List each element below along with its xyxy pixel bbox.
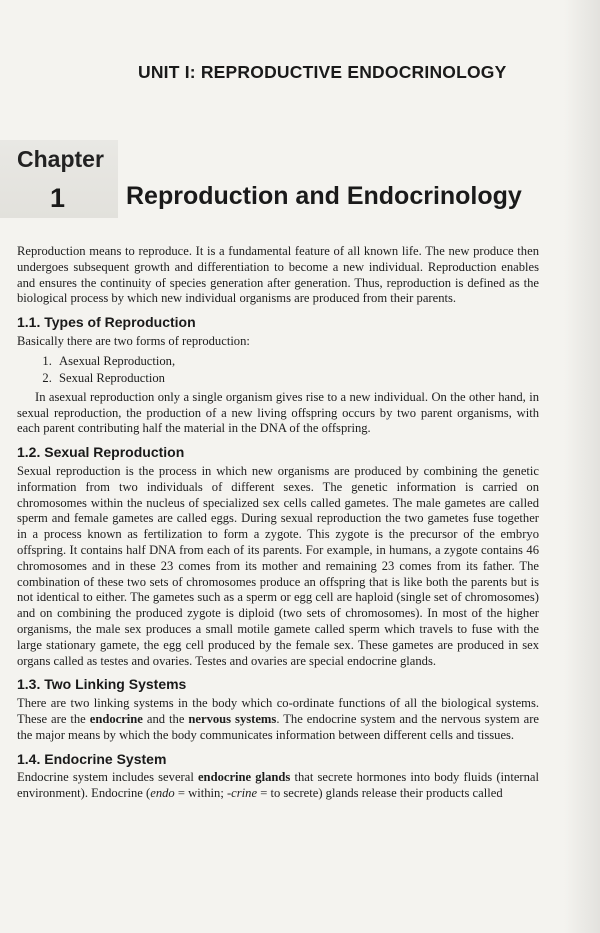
section-heading-1-3: 1.3. Two Linking Systems — [17, 676, 187, 693]
text-run: and the — [142, 711, 189, 726]
list-item: 2. Sexual Reproduction — [55, 370, 539, 387]
chapter-number: 1 — [50, 183, 66, 213]
section-heading-1-1: 1.1. Types of Reproduction — [17, 314, 196, 331]
bold-term: endocrine — [89, 711, 143, 726]
section-heading-1-2: 1.2. Sexual Reproduction — [17, 444, 185, 461]
text-run: Endocrine system includes several — [17, 770, 198, 785]
list-item: 1. Asexual Reproduction, — [55, 353, 539, 370]
intro-paragraph: Reproduction means to reproduce. It is a fundamental feature of all known life. The new produce then undergoes subsequent growth and differentiation to become a new individual. Reproduction enables and ensures the continuity of species generation after generation. Thus, reproduction is defined as the biological process by which new individual organisms are produced from their parents. — [17, 244, 539, 306]
text-run: = within; — [174, 786, 227, 801]
chapter-word: Chapter — [17, 146, 104, 172]
text-run: = to secrete) glands release their products called — [257, 786, 503, 801]
bold-term: nervous systems — [188, 711, 277, 726]
italic-term: endo — [150, 786, 175, 801]
section-heading-1-4: 1.4. Endocrine System — [17, 750, 167, 767]
section-1-4-paragraph — [17, 770, 539, 802]
bold-term: endocrine glands — [197, 770, 291, 785]
section-1-3-paragraph — [17, 696, 539, 743]
page-spine-shadow — [564, 0, 600, 933]
section-1-2-paragraph: Sexual reproduction is the process in which new organisms are produced by combining the genetic information from two individuals of different sexes. The genetic information is carried on chromosomes within the nucleus of specialized sex cells called gametes. The male gametes are called sperm and female gametes are called eggs. During sexual reproduction the two gametes fuse together in a process known as fertilization to form a zygote. This zygote is the precursor of the embryo offspring. It contains half DNA from each of its parents. For example, in humans, a zygote contains 46 chromosomes and in these 23 comes from its mother and remaining 23 comes from its father. The combination of these two sets of chromosomes produce an offspring that is like both the parents but is not identical to either. The gametes such as a sperm or egg cell are haploid (single set of chromosomes) and on combining the produced zygote is diploid (two sets of chromosomes). In most of the higher organisms, the male sex produces a small motile gamete called sperm which travels to fuse with the large stationary gamete, the egg cell produced by the female sex. These gametes are produced in sex organs called as testes and ovaries. Testes and ovaries are special endocrine glands. — [17, 463, 539, 668]
section-1-1-paragraph: In asexual reproduction only a single organism gives rise to a new individual. On the other hand, in sexual reproduction, the production of a new living offspring occurs by two parent organisms, with each parent contributing half the material in the DNA of the offspring. — [17, 389, 539, 436]
text-run: . The endocrine system and the nervous system are the major means by which the body communicates information between different cells and tissues. — [17, 711, 540, 742]
unit-title: UNIT I: REPRODUCTIVE ENDOCRINOLOGY — [138, 62, 507, 82]
chapter-title: Reproduction and Endocrinology — [126, 182, 522, 210]
text-run: There are two linking systems in the body which co-ordinate functions of all the biological systems. These are the — [17, 696, 539, 726]
italic-term: -crine — [226, 786, 258, 801]
reproduction-forms-list — [17, 353, 539, 387]
text-run: that secrete hormones into body fluids (internal environment). Endocrine ( — [17, 770, 539, 801]
chapter-body — [17, 244, 539, 802]
section-1-1-lead: Basically there are two forms of reproduction: — [17, 333, 250, 348]
